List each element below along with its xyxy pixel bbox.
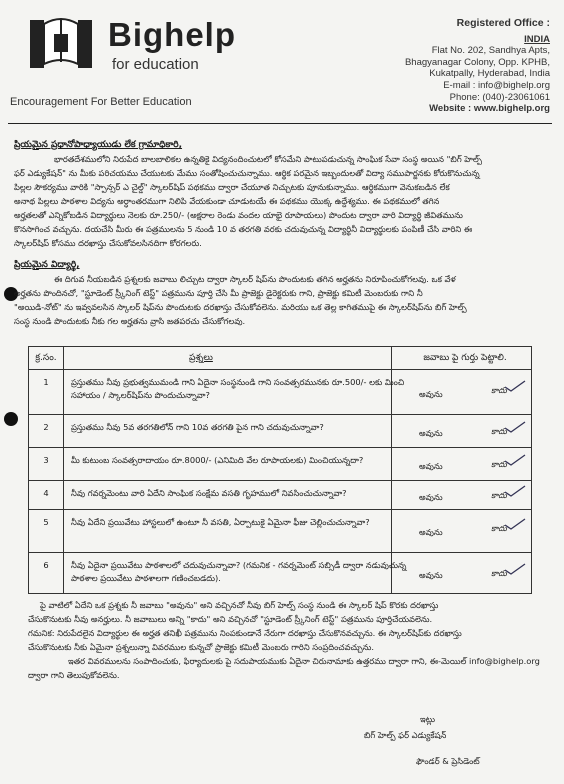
para-line: "అయిడి-నోట్" ను ఇవ్వవలసిన స్కాలర్ షిప్‌ను పొందుటకు దరఖాస్తు చేసుకోవలెను. మరియు ఒక తెల్ల కాగితముపై ఈ స్కాలర్‌షిప్‌ను బిగ్ హెల్ప్ — [14, 302, 467, 312]
address-line: Flat No. 202, Sandhya Apts, — [431, 45, 550, 57]
letter-section-2 — [14, 258, 467, 328]
para-line: పిల్లల సౌకర్యము వారికి "స్పాన్సర్ ఎ చైల్డ్" స్కాలర్‌షిప్ పథకము ద్వారా చేయూత నిచ్చుటకు పూనుకున్నాము. ఆర్థికముగా వెనుకబడిన లేక — [14, 182, 450, 192]
answer-yes[interactable]: అవును — [419, 389, 443, 399]
row-question: నీవు గవర్నమెంటు వారి ఏదేని సాంఘిక సంక్షేమ వసతి గృహములో నివసించుచున్నావా? — [71, 488, 347, 498]
brand-subtitle: for education — [112, 56, 199, 73]
header-question: ప్రశ్నలు — [189, 353, 213, 363]
para-line: ఫర్ ఎడ్యుకేషన్" ను మీకు పరిచయము చేయుటకు మేము సంతోషించుచున్నాము. ఆర్థిక పరమైన ఇబ్బందులతో విద్యా సముపార్జనకు కోరుకొనుచున్న — [14, 168, 480, 178]
header-answer: జవాబు పై గుర్తు పెట్టాలి. — [423, 353, 507, 363]
table-row — [29, 448, 531, 481]
row-num: 6 — [43, 560, 49, 570]
check-mark-icon — [503, 380, 527, 392]
answer-yes[interactable]: అవును — [419, 461, 443, 471]
letter-section-1 — [14, 138, 550, 250]
table-row — [29, 415, 531, 448]
row-num: 4 — [43, 488, 49, 498]
row-num: 2 — [43, 422, 49, 432]
row-question: నీవు ఏదేని ప్రయివేటు హాస్టలులో ఉంటూ నీ వసతి, ఏర్పాటుకై ఏమైనా ఫీజు చెల్లించుచున్నావా? — [71, 517, 370, 527]
answer-no[interactable]: కాదు — [491, 490, 507, 500]
para-line: గమనిక: నిరుపేదలైన విద్యార్థుల ఈ అర్హత తనిఖీ పత్రమును నింపకుండానే నేరుగా దరఖాస్తు చేసుకొనవచ్చును. ఈ స్కాలర్‌షిప్‌కు దరఖాస్తు — [28, 628, 462, 638]
sign-org: బిగ్ హెల్ప్ ఫర్ ఎడ్యుకేషన్ — [364, 730, 447, 740]
para-line: కొనసాగించ వచ్చును. దయచేసి మీరు ఈ పత్రములను 5 నుండి 10 వ తరగతి వరకు చదువుచున్న విద్యార్థినీ విద్యార్థులకు పంపిణీ చేసి వారిని ఈ — [14, 224, 473, 234]
para-line: చేసుకొనుటకు నీకు ఏమైనా ప్రశ్నలున్నా వివరముల కున్నచో ప్రాజెక్టు కమిటీ మెంబరు గారిని సంప్రదించవచ్చును. — [28, 642, 374, 652]
row-num: 1 — [43, 377, 49, 387]
office-title: Registered Office : — [456, 17, 550, 29]
para-line: అనాథ పిల్లలు పాఠశాల విద్యను అర్ధాంతరముగా నిలిపి వేయకుండా చూడుటయే ఈ పథకము యొక్క ఉద్దేశ్యము. ఈ పథకములో తగిన — [14, 196, 440, 206]
row-question: ప్రస్తుతము నీవు ప్రభుత్వముమండి గాని ఏదైనా సంస్థనుండి గాని సంవత్సరమునకు రూ.500/- లకు మించి సహాయం / స్కాలర్‌షిప్‌ను పొందుచున్నావా? — [71, 377, 405, 400]
closing-section — [28, 598, 558, 682]
salutation-headmaster: ప్రియమైన ప్రధానోపాధ్యాయుడు లేక గ్రామాధికారి, — [14, 140, 183, 150]
check-mark-icon — [503, 421, 527, 433]
answer-no[interactable]: కాదు — [491, 523, 507, 533]
row-num: 5 — [43, 517, 49, 527]
answer-yes[interactable]: అవును — [419, 492, 443, 502]
header-divider — [8, 123, 552, 124]
table-row — [29, 370, 531, 415]
answer-yes[interactable]: అవును — [419, 570, 443, 580]
check-mark-icon — [503, 485, 527, 497]
registered-office-block — [405, 18, 550, 115]
answer-no[interactable]: కాదు — [491, 385, 507, 395]
address-line: Bhagyanagar Colony, Opp. KPHB, — [404, 56, 550, 68]
eligibility-table — [28, 346, 532, 594]
sign-off: ఇట్లు — [420, 714, 435, 724]
phone-line: Phone: (040)-23061061 — [449, 91, 550, 103]
answer-no[interactable]: కాదు — [491, 426, 507, 436]
row-question: మీ కుటుంబ సంవత్సరాదాయం రూ.8000/- (ఎనిమిది వేల రూపాయలకు) మించియున్నదా? — [71, 455, 364, 465]
check-mark-icon — [503, 563, 527, 575]
para-line: పై వాటిలో ఏదేని ఒక ప్రశ్నకు నీ జవాబు "అవును" అని వచ్చినచో నీవు బిగ్ హెల్ప్ సంస్థ నుండి ఈ స్కాలర్ షిప్ కొరకు దరఖాస్తు — [40, 600, 439, 610]
row-question: నీవు ఏదైనా ప్రయివేటు పాఠశాలలో చదువుచున్నావా? (గమనిక - గవర్నమెంట్ సబ్సిడీ ద్వారా నడువుచున్న పాఠశాల ప్రయివేటు పాఠశాలగా గణించబడదు). — [71, 560, 407, 583]
table-row — [29, 481, 531, 510]
email-line: E-mail : info@bighelp.org — [443, 79, 550, 91]
tagline: Encouragement For Better Education — [10, 96, 192, 108]
answer-yes[interactable]: అవును — [419, 428, 443, 438]
para-line: సంస్థ నుండి పొందుటకు నీకు గల అర్హతను వ్రాసి జతపరచు చేసుకోగలవు. — [14, 316, 246, 326]
row-num: 3 — [43, 455, 49, 465]
table-header — [29, 347, 531, 370]
answer-yes[interactable]: అవును — [419, 527, 443, 537]
para-line: అర్హతను పొందినచో, "స్టూడెంట్ స్ర్కీనింగ్ టెస్ట్" పత్రమును పూర్తి చేసి మీ ప్రాజెక్టు డైరెక్టరుకు గాని, ప్రాజెక్టు కమిటీ మెంబరుకు గాని నీ — [14, 288, 423, 298]
address-line: Kukatpally, Hyderabad, India — [429, 68, 550, 80]
punch-hole-icon — [4, 412, 18, 426]
answer-no[interactable]: కాదు — [491, 568, 507, 578]
check-mark-icon — [503, 518, 527, 530]
bighelp-logo-icon — [22, 14, 100, 74]
brand-name: Bighelp — [108, 16, 236, 53]
para-line: భారతదేశములోని నిరుపేద బాలబాలికల ఉన్నతికై విద్యనందించుటలో కోసమేని పాటుపడుచున్న సాంఘిక సేవా సంస్థ అయిన "బిగ్ హెల్ప్ — [54, 154, 482, 164]
table-row — [29, 553, 531, 593]
salutation-student: ప్రియమైన విద్యార్థి, — [14, 260, 80, 270]
website-line: Website : www.bighelp.org — [429, 103, 550, 115]
para-line: ద్వారా గాని తెలుపుకోవలెను. — [28, 670, 120, 680]
table-row — [29, 510, 531, 553]
para-line: స్కాలర్‌షిప్ కోసము దరఖాస్తు చేసుకోవలసినదిగా కోరగలరు. — [14, 238, 202, 248]
answer-no[interactable]: కాదు — [491, 459, 507, 469]
sign-title: ఫౌండర్ & ప్రెసిడెంట్ — [416, 756, 480, 766]
para-line: ఇతర వివరములను సంపాదించుకు, ఫిర్యాదులకు పై సదుపాయముకు ఏదైనా చిరునామాకు ఉత్తరము ద్వారా గాని, ఈ-మెయిల్ info@bighelp.org — [68, 656, 540, 666]
para-line: ఈ దిగువ నీయబడిన ప్రశ్నలకు జవాబు లిచ్చుట ద్వారా స్కాలర్ షిప్‌ను పొందుటకు తగిన అర్హతను నిరూపించుకోగలవు. ఒక వేళ — [54, 274, 456, 284]
check-mark-icon — [503, 454, 527, 466]
header-num: క్ర.సం. — [35, 353, 57, 363]
para-line: అర్హతలతో ఎన్నికోబడిన విద్యార్థులు నెలకు రూ.250/- (అక్షరాల రెండు వందల యాభై రూపాయలు) పొందుట ద్వారా వారి విద్యార్థి జీవితమును — [14, 210, 463, 220]
para-line: చేసుకొనుటకు నీవు అనర్హులు. నీ జవాబులు అన్ని "కాదు" అని వచ్చినచో "స్టూడెంట్ స్ర్కీనింగ్ టెస్ట్" పత్రమును పూర్తిచేయవలెను. — [28, 614, 433, 624]
row-question: ప్రస్తుతము నీవు 5వ తరగతిలోన్ గాని 10వ తరగతి పైన గాని చదువుచున్నావా? — [71, 422, 324, 432]
office-country: INDIA — [524, 33, 550, 45]
